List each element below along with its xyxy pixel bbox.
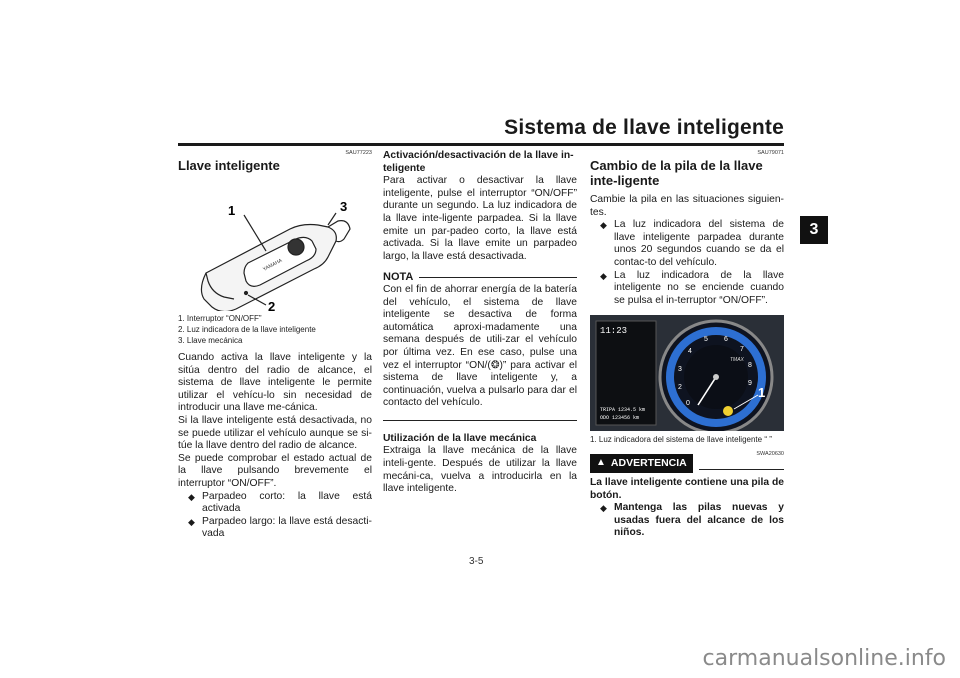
- watermark: carmanualsonline.info: [702, 646, 946, 671]
- paragraph: Si la llave inteligente está desactivada, no se puede utilizar el vehículo aunque se si-túe la llave dentro del radio de alcance.: [178, 414, 372, 452]
- caption-item: 1. Luz indicadora del sistema de llave inteligente “ ”: [590, 435, 772, 445]
- figure-caption: [590, 434, 784, 445]
- warning-rule: [699, 469, 784, 470]
- page-number: 3-5: [469, 556, 484, 567]
- smart-key-illustration: [178, 181, 372, 311]
- tach-label: 0: [686, 400, 690, 408]
- smart-key-drawing: [178, 181, 372, 311]
- nota-end-rule: [383, 420, 577, 421]
- callout-3: 3: [340, 199, 348, 214]
- key-brand-text: YAMAHA: [262, 257, 284, 273]
- subheading: Utilización de la llave mecánica: [383, 432, 537, 444]
- warning-label: ADVERTENCIA: [610, 457, 687, 470]
- section-heading: Cambio de la pila de la llave inte-ligente: [590, 158, 763, 188]
- paragraph: Cambie la pila en las situaciones siguien-tes.: [590, 194, 784, 218]
- tach-label: 8: [748, 362, 752, 370]
- dash-brand: TMAX: [730, 357, 744, 364]
- page-title: Sistema de llave inteligente: [504, 116, 784, 139]
- list-item: ◆ Parpadeo largo: la llave está desacti-vada: [202, 516, 372, 541]
- section-code: SAU77223: [345, 150, 372, 156]
- tach-label: 2: [678, 384, 682, 392]
- dash-odo: ODO 123456 km: [600, 415, 640, 422]
- paragraph: Para activar o desactivar la llave inteligente, pulse el interruptor “ON/OFF” durante un segundo. La luz indicadora de la llave inte-ligente parpadea. Si la llave emite un par-padeo corto, la llave está activada. Si la llave emite un parpadeo largo, la llave está desactivada.: [383, 175, 577, 262]
- warning-header: [590, 454, 784, 473]
- callout-2: 2: [268, 299, 276, 311]
- tach-label: 9: [748, 380, 752, 388]
- warning-bullet-list: [590, 502, 784, 540]
- paragraph: Extraiga la llave mecánica de la llave inteli-gente. Después de utilizar la llave mecáni-ca, vuelva a introducirla en la llave inteligente.: [383, 445, 577, 495]
- warning-code: SWA20630: [756, 451, 784, 458]
- caption-item: 2. Luz indicadora de la llave inteligente: [178, 325, 316, 334]
- tach-label: 3: [678, 366, 682, 374]
- dash-tripa: TRIPA 1234.5 km: [600, 407, 646, 414]
- dash-clock: 11:23: [600, 326, 628, 337]
- list-item: ◆ La luz indicadora de la llave inteligente no se enciende cuando se pulsa el in-terruptor “ON/OFF”.: [614, 270, 784, 308]
- dashboard-photo: [590, 315, 784, 431]
- paragraph: Se puede comprobar el estado actual de la llave pulsando brevemente el interruptor “ON/OFF”.: [178, 452, 372, 489]
- list-item: ◆ La luz indicadora del sistema de llave inteligente parpadea durante unos 20 segundos cuando se da el contac-to del vehículo.: [614, 219, 784, 269]
- section-code: SAU79071: [757, 150, 784, 156]
- bullet-list: [178, 491, 372, 541]
- dash-callout-1: 1: [758, 385, 766, 401]
- tach-label: 7: [740, 346, 744, 354]
- caption-item: 1. Interruptor “ON/OFF”: [178, 314, 262, 323]
- warning-text: La llave inteligente contiene una pila de botón.: [590, 476, 784, 501]
- key-indicator-light: [723, 406, 733, 416]
- nota-label: NOTA: [383, 271, 414, 284]
- tach-label: 6: [724, 336, 728, 344]
- callout-1: 1: [228, 203, 236, 218]
- warning-badge: [590, 454, 693, 473]
- nota-rule: [419, 277, 577, 278]
- caption-item: 3. Llave mecánica: [178, 336, 243, 345]
- list-item: ◆ Mantenga las pilas nuevas y usadas fuera del alcance de los niños.: [614, 502, 784, 540]
- figure-caption: [178, 313, 372, 346]
- nota-header: [383, 271, 577, 284]
- tach-label: 4: [688, 348, 692, 356]
- chapter-tab: 3: [800, 216, 828, 244]
- section-heading: Llave inteligente: [178, 158, 280, 173]
- nota-text: Con el fin de ahorrar energía de la batería del vehículo, el sistema de llave inteligente se desactiva de forma automática aproxi-madamente una semana después de utili-zar el vehículo por última vez. En ese caso, pulse una vez el interruptor “ON/(❂)” para activar el sistema de llave inteligente y, a continuación, vuelva a pulsarlo para dar el contacto del vehículo.: [383, 283, 577, 409]
- header-rule: [178, 143, 784, 146]
- column-3: [590, 150, 784, 540]
- warning-triangle-icon: ▲: [596, 457, 606, 469]
- column-2: [383, 150, 577, 496]
- dashboard-drawing: [590, 315, 784, 431]
- subheading: Activación/desactivación de la llave in-teligente: [383, 150, 574, 174]
- bullet-list: [590, 219, 784, 307]
- tach-label: 5: [704, 336, 708, 344]
- column-1: [178, 150, 372, 541]
- list-item: ◆ Parpadeo corto: la llave está activada: [202, 491, 372, 516]
- paragraph: Cuando activa la llave inteligente y la sitúa dentro del radio de alcance, el sistema de llave inteligente le permite utilizar el vehícu-lo sin necesidad de introducir una llave me-cánica.: [178, 352, 372, 414]
